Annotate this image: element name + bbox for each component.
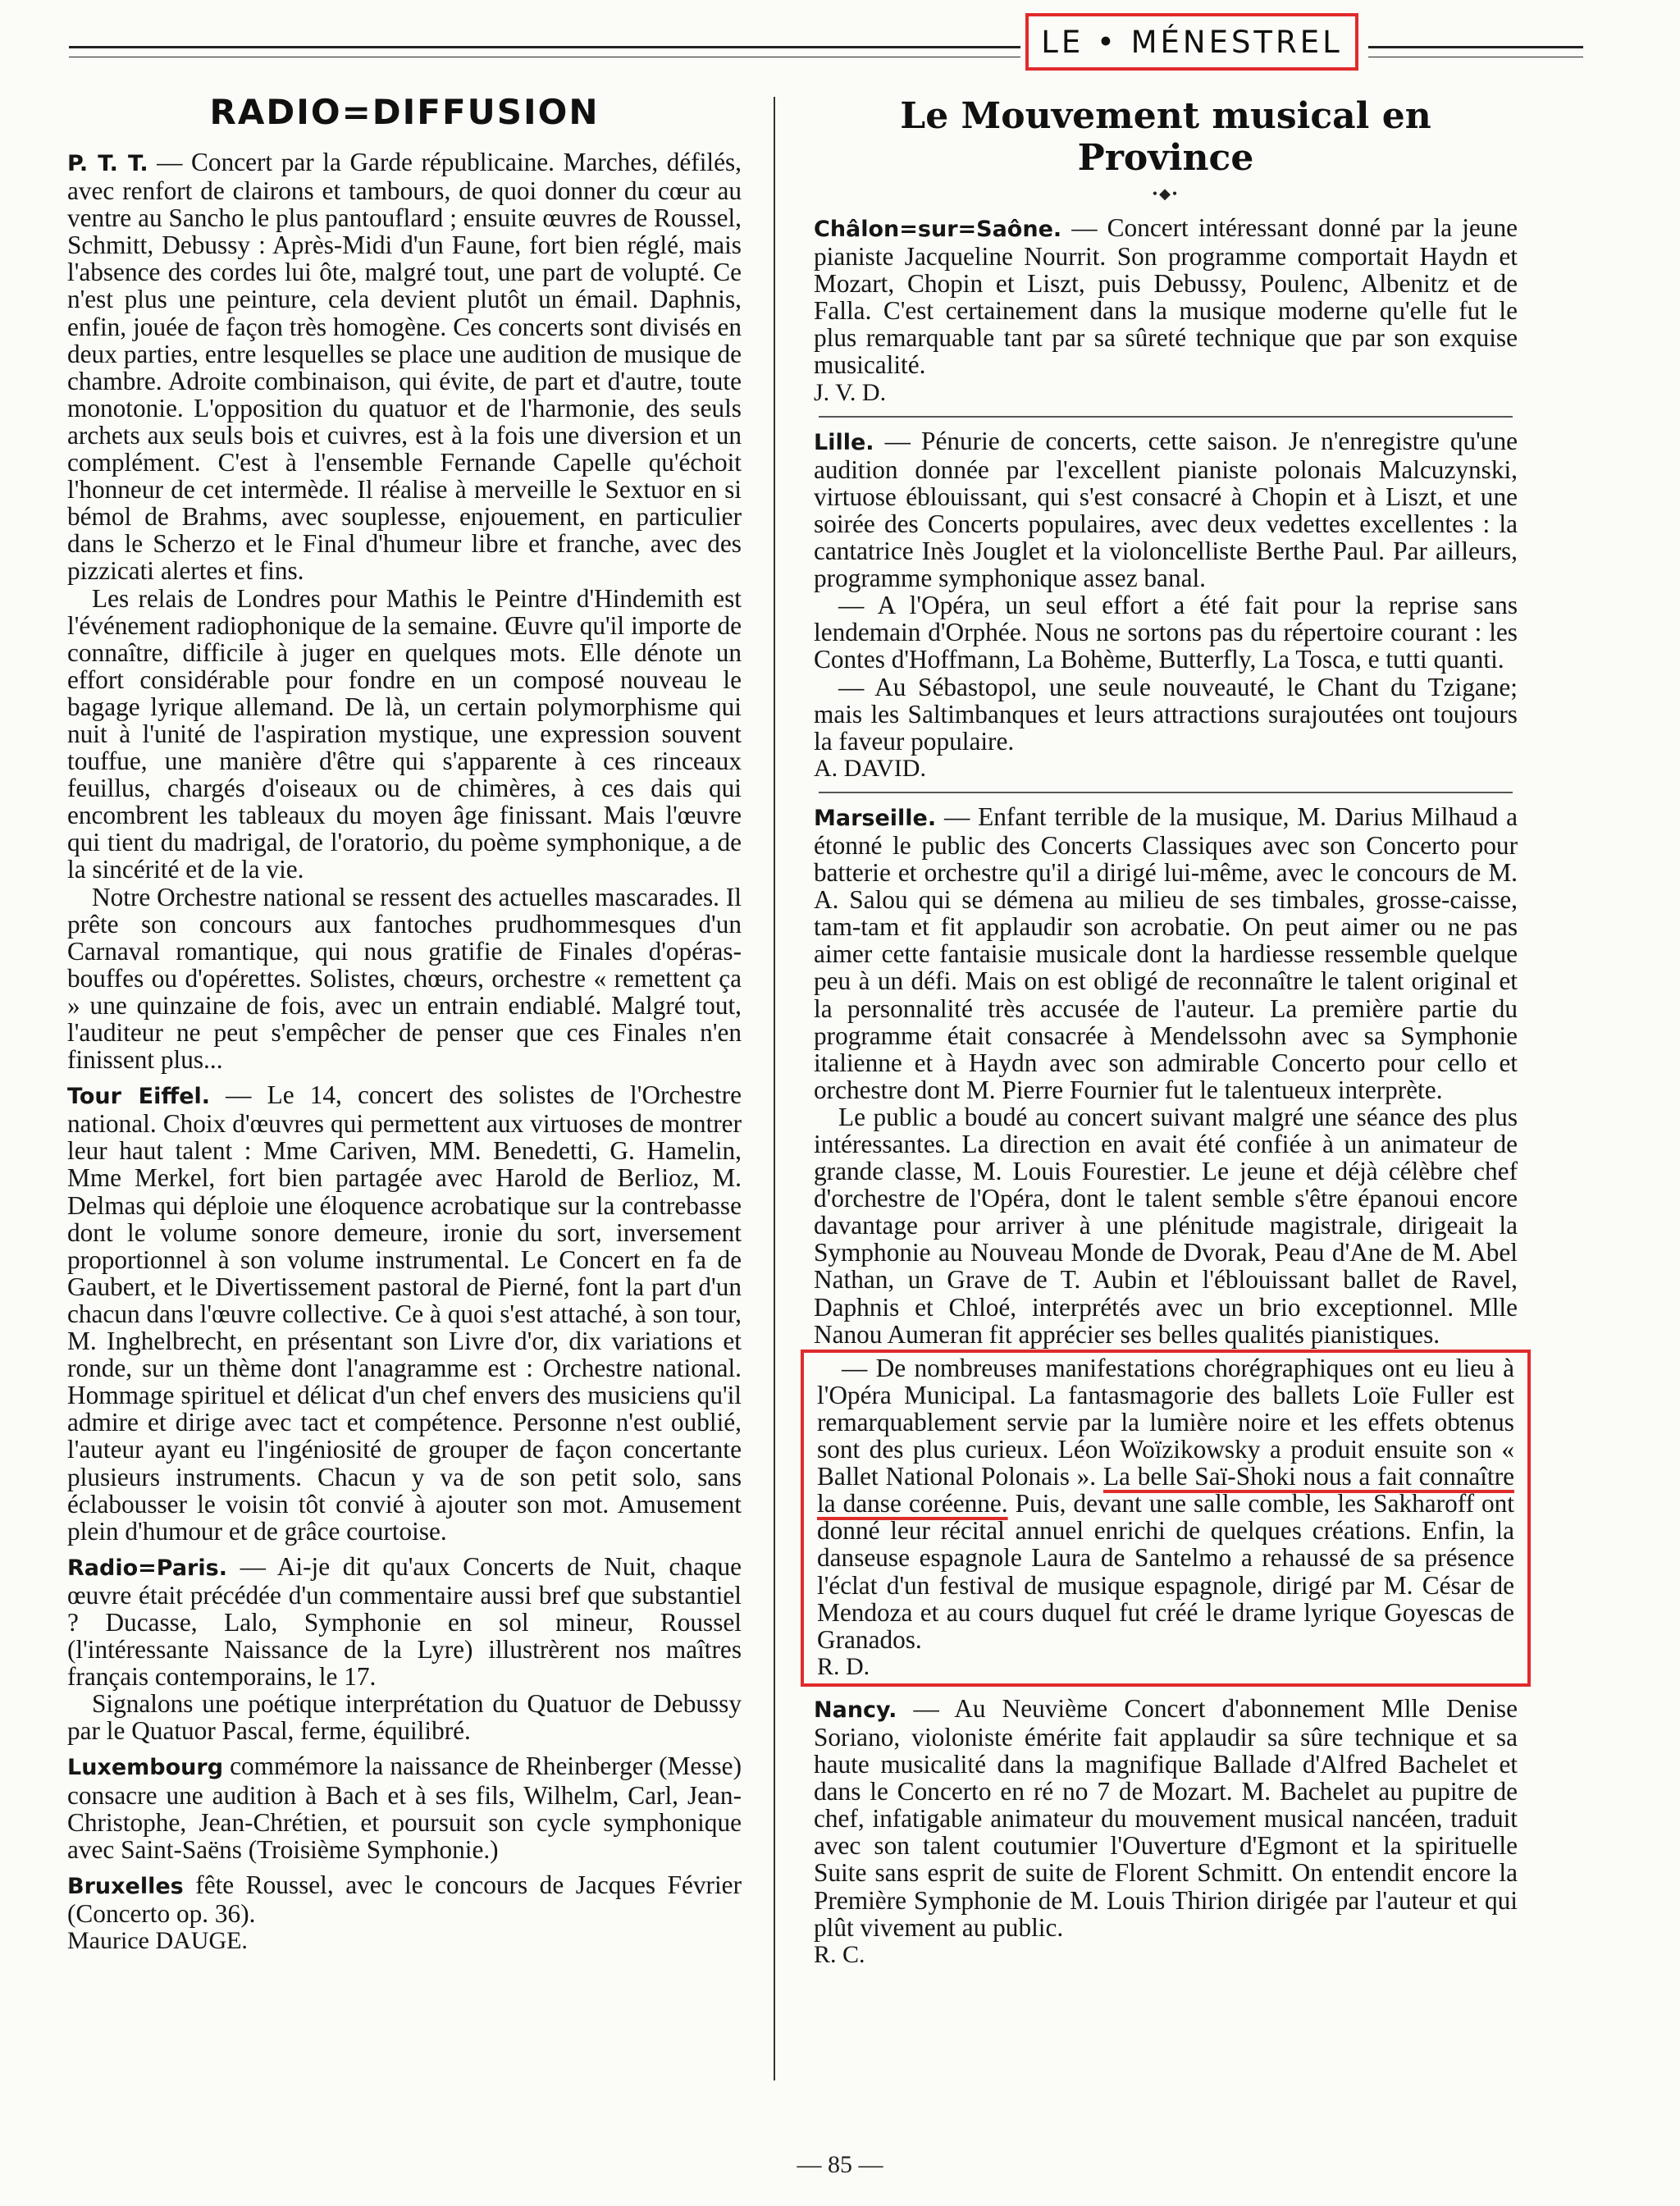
section-title-mouvement-musical: Le Mouvement musical en Province [900,95,1431,179]
place-name-luxembourg: Luxembourg [67,1755,224,1781]
place-name-radio-paris: Radio=Paris. [67,1555,227,1581]
bruxelles-text: fête Roussel, avec le concours de Jacques Février (Concerto op. 36). [67,1870,742,1928]
ptt-paragraph [67,148,742,585]
nancy-paragraph [814,1695,1518,1941]
highlighted-passage-box [801,1350,1531,1687]
marseille-paragraph-2: Le public a boudé au concert suivant malgré une séance des plus intéressantes. La direction en avait été confiée à un animateur de grande classe, M. Louis Fourestier. Le jeune et déjà célèbre chef d'orchestre de l'Opéra, dont le talent semble s'être épanoui encore davantage pour arriver à une plénitude magistrale, dirigeait la Symphonie au Nouveau Monde de Dvorak, Peau d'Ane de M. Abel Nathan, un Grave de T. Aubin et l'éblouissant ballet de Ravel, Daphnis et Chloé, interprétés avec un brio exceptionnel. Mlle Nanou Aumeran fit apprécier ses belles qualités pianistiques. [814,1102,1518,1349]
luxembourg-paragraph [67,1752,742,1862]
place-name-chalon: Châlon=sur=Saône. [814,217,1062,242]
nancy-signature: R. C. [814,1940,865,1968]
chalon-text: — Concert intéressant donné par la jeune pianiste Jacqueline Nourrit. Son programme comportait Haydn et Mozart, Chopin et Liszt, puis Debussy, Poulenc, Albenitz et de Falla. C'est certainement dans la musique moderne qu'elle fut le plus remarquable tant par sa sûreté technique que par son exquise musicalité. [814,213,1518,380]
left-column [67,82,742,1954]
header-rule-left [69,46,1020,57]
masthead: LE • MÉNESTREL [1025,13,1358,71]
page-number: — 85 — [797,2151,883,2178]
section-separator [819,792,1513,793]
chalon-signature: J. V. D. [814,378,887,406]
title-ornament: •◆• [1152,185,1180,202]
ptt-text: — Concert par la Garde républicaine. Marches, défilés, avec renfort de clairons et tambours, de quoi donner du cœur au ventre au Sancho le plus pantouflard ; ensuite œuvres de Roussel, Schmitt, Debussy : Après-Midi d'un Faune, fort bien réglé, mais l'absence des cordes lui ôte, malgré tout, une part de volupté. Ce n'est plus une peinture, cela devient plutôt un émail. Daphnis, enfin, jouée de façon très homogène. Ces concerts sont divisés en deux parties, entre lesquelles se place une audition de musique de chambre. Adroite combinaison, qui évite, de part et d'autre, toute monotonie. L'opposition du quatuor et de l'harmonie, des seuls archets aux seuls bois et cuivres, est à la fois une diversion et un complément. C'est à l'ensemble Fernande Capelle qu'échoit l'honneur de cet intermède. Il réalise à merveille le Sextuor en si bémol de Brahms, avec souplesse, enjouement, en particulier dans le Scherzo et le Final d'humeur libre et franche, avec des pizzicati alertes et fins. [67,148,742,586]
chalon-paragraph [814,214,1518,379]
marseille-paragraph [814,803,1518,1103]
marseille-text: — Enfant terrible de la musique, M. Darius Milhaud a étonné le public des Concerts Classiques avec son Concerto pour batterie et orchestre qu'il a dirigé lui-même, avec le concours de M. A. Salou qui se démena au milieu de ses timbales, grosse-caisse, tam-tam et fit applaudir son acrobatie. On peut aimer ou ne pas aimer cette fantaisie musicale dont la hardiesse ressemble quelque peu à un défi. Mais on est obligé de reconnaître le talent original et la personnalité très accusée de l'auteur. La première partie du programme était consacrée à Mendelssohn avec sa Symphonie italienne et à Haydn avec son admirable Concerto pour cello et orchestre dont M. Pierre Fournier fut le talentueux interprète. [814,802,1518,1104]
place-name-lille: Lille. [814,429,874,455]
column-divider [774,97,775,2080]
marseille-signature: R. D. [817,1652,870,1680]
tour-eiffel-text: — Le 14, concert des solistes de l'Orchestre national. Choix d'œuvres qui permettent aux virtuoses de montrer leur haut talent : Mme Cariven, MM. Benedetti, G. Hamelin, Mme Merkel, fort bien partagée avec Harold de Berlioz, M. Delmas qui déploie une éloquence acrobatique sur la contrebasse dont le volume sonore demeure, ironie du sort, inversement proportionnel à son volume instrumental. Le Concert en fa de Gaubert, et le Divertissement pastoral de Pierné, font la part d'un chacun dans l'œuvre collective. Ce à quoi s'est attaché, à son tour, M. Inghelbrecht, en présentant son Livre d'or, dix variations et ronde, sur un thème dont l'anagramme est : Orchestre national. Hommage spirituel et délicat d'un chef envers des musiciens qu'il admire et dirige avec tact et compétence. Personne n'est oublié, l'auteur ayant eu l'ingéniosité de grouper de façon concertante plusieurs instruments. Chacun y va de son petit solo, sans éclabousser le voisin tôt convié à ajouter son mot. Amusement plein d'humour et de grâce courtoise. [67,1080,742,1546]
ptt-paragraph-2: Les relais de Londres pour Mathis le Peintre d'Hindemith est l'événement radiophonique de la semaine. Œuvre qu'il importe de connaître, difficile à juger en quelques mots. Elle dénote un effort considérable pour fondre en un composé nouveau le bagage lyrique allemand. De là, un certain polymorphisme qui nuit à l'unité de l'aspiration mystique, une expression souvent touffue, une manière d'être qui s'apparente à ces rinceaux feuillus, chargés d'oiseaux ou de chimères, à ces dais qui encombrent les tableaux du moyen âge finissant. Mais l'œuvre qui tient du madrigal, de l'oratorio, du poème symphonique, a de la sincérité et de la vie. [67,583,742,884]
lille-signature: A. DAVID. [814,754,926,782]
tour-eiffel-paragraph [67,1081,742,1545]
place-name-marseille: Marseille. [814,805,937,831]
radio-article [67,148,742,1954]
radio-paris-paragraph-2: Signalons une poétique interprétation du Quatuor de Debussy par le Quatuor Pascal, ferme, équilibré. [67,1689,742,1746]
marseille-paragraph-3 [817,1354,1514,1653]
choreography-text: — De nombreuses manifestations chorégraphiques ont eu lieu à l'Opéra Municipal. La fantasmagorie des ballets Loïe Fuller est remarquablement servie par la lumière noire et les effets obtenus sont des plus curieux. Léon Woïzikowsky a produit ensuite son « Ballet National Polonais ». [817,1353,1514,1491]
place-name-ptt: P. T. T. [67,151,148,176]
luxembourg-text: commémore la naissance de Rheinberger (Messe) consacre une audition à Bach et à ses fils, Wilhelm, Carl, Jean-Christophe, Jean-Chrétien, et poursuit son cycle symphonique avec Saint-Saëns (Troisième Symphonie.) [67,1752,742,1864]
province-article [814,214,1518,1968]
lille-text: — Pénurie de concerts, cette saison. Je n'enregistre qu'une audition donnée par l'excellent pianiste polonais Malcuzynski, virtuose éblouissant, qui s'est consacré à Chopin et à Liszt, et une soirée des Concerts populaires, avec deux vedettes excellentes : la cantatrice Inès Jouglet et la violoncelliste Berthe Paul. Par ailleurs, programme symphonique assez banal. [814,426,1518,593]
bruxelles-paragraph [67,1871,742,1927]
place-name-tour-eiffel: Tour Eiffel. [67,1084,211,1110]
right-column [814,82,1518,1968]
lille-paragraph [814,427,1518,592]
header-rule-right [1368,46,1583,57]
author-signature: Maurice DAUGE. [67,1927,248,1954]
section-separator [819,416,1513,418]
nancy-text: — Au Neuvième Concert d'abonnement Mlle Denise Soriano, violoniste émérite fait applaudir sa sûre technique et sa haute musicalité dans la magnifique Ballade d'Alfred Bachelet et dans le Concerto en ré no 7 de Mozart. M. Bachelet au pupitre de chef, infatigable animateur du mouvement musical nancéen, traduit avec son talent coutumier l'Ouverture d'Egmont et la spirituelle Suite sans esprit de suite de Florent Schmitt. On entendit encore la Première Symphonie de M. Louis Thirion dirigée par l'auteur et qui plût vivement au public. [814,1693,1518,1942]
lille-paragraph-2: — A l'Opéra, un seul effort a été fait pour la reprise sans lendemain d'Orphée. Nous ne sortons pas du répertoire courant : les Contes d'Hoffmann, La Bohème, Butterfly, La Tosca, e tutti quanti. [814,591,1518,674]
place-name-bruxelles: Bruxelles [67,1873,184,1899]
place-name-nancy: Nancy. [814,1697,897,1723]
section-title-radio-diffusion: RADIO=DIFFUSION [209,92,600,132]
ptt-paragraph-3: Notre Orchestre national se ressent des actuelles mascarades. Il prête son concours aux fantoches prudhommesques d'un Carnaval romantique, qui nous gratifie de Finales d'opéras-bouffes ou d'opérettes. Solistes, chœurs, orchestre « remettent ça » une quinzaine de fois, avec un entrain endiablé. Malgré tout, l'auditeur ne peut s'empêcher de penser que ces Finales n'en finissent plus... [67,882,742,1075]
choreography-text-continued: Puis, devant une salle comble, les Sakharoff ont donné leur récital annuel enrichi de quelques créations. Enfin, la danseuse espagnole Laura de Santelmo a rehaussé de sa présence l'éclat d'un festival de musique espagnole, dirigé par M. César de Mendoza et au cours duquel fut créé le drame lyrique Goyescas de Granados. [817,1489,1514,1654]
underlined-sentence: La belle Saï-Shoki nous a fait connaître la danse coréenne. [817,1462,1515,1519]
radio-paris-paragraph [67,1553,742,1690]
lille-paragraph-3: — Au Sébastopol, une seule nouveauté, le Chant du Tzigane; mais les Saltimbanques et leurs attractions surajoutées ont toujours la faveur populaire. [814,672,1518,756]
radio-paris-text: — Ai-je dit qu'aux Concerts de Nuit, chaque œuvre était précédée d'un commentaire aussi bref que substantiel ? Ducasse, Lalo, Symphonie en sol mineur, Roussel (l'intéressante Naissance de la Lyre) illustrèrent nos maîtres français contemporains, le 17. [67,1551,742,1692]
